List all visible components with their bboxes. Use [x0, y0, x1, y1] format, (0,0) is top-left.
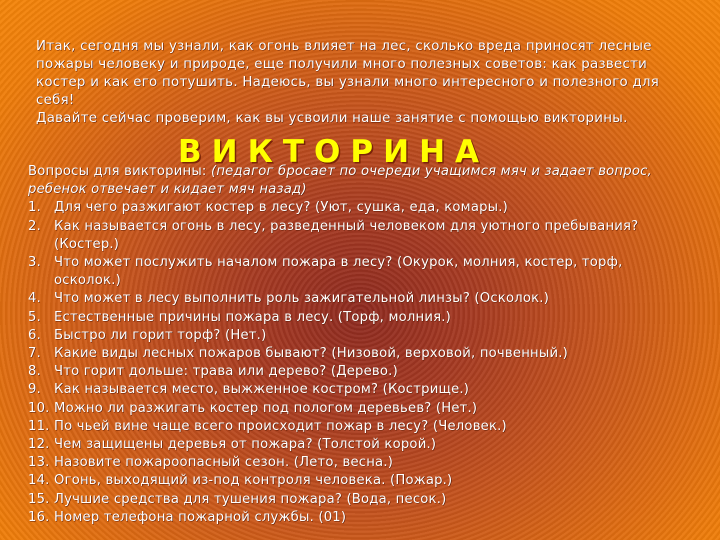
question-number: 15.: [28, 491, 50, 507]
question-number: 1.: [28, 200, 41, 216]
question-number: 13.: [28, 455, 50, 471]
question-text: По чьей вине чаще всего происходит пожар в лесу? (Человек.): [54, 418, 507, 434]
question-number: 11.: [28, 418, 50, 434]
question-text: Можно ли разжигать костер под пологом деревьев? (Нет.): [54, 400, 478, 416]
question-text: Естественные причины пожара в лесу. (Торф, молния.): [54, 309, 451, 325]
question-text: Назовите пожароопасный сезон. (Лето, весна.): [54, 455, 394, 471]
question-number: 3.: [28, 255, 41, 271]
question-text: Быстро ли горит торф? (Нет.): [54, 327, 267, 343]
quiz-title: ВИКТОРИНА: [178, 134, 490, 170]
question-item: [28, 254, 688, 290]
question-text: Номер телефона пожарной службы. (01): [54, 509, 347, 525]
questions-intro: [28, 163, 688, 199]
question-item: [28, 454, 688, 472]
question-number: 9.: [28, 382, 41, 398]
question-item: [28, 472, 688, 490]
question-number: 6.: [28, 327, 41, 343]
question-item: [28, 418, 688, 436]
question-item: [28, 436, 688, 454]
question-number: 12.: [28, 437, 50, 453]
question-number: 2.: [28, 218, 41, 234]
question-item: [28, 491, 688, 509]
question-item: [28, 345, 688, 363]
questions-block: [28, 163, 688, 527]
question-text: Огонь, выходящий из-под контроля человека. (Пожар.): [54, 473, 453, 489]
question-text: Чем защищены деревья от пожара? (Толстой корой.): [54, 437, 437, 453]
question-item: [28, 363, 688, 381]
question-item: [28, 327, 688, 345]
question-text: Что может в лесу выполнить роль зажигательной линзы? (Осколок.): [54, 291, 550, 307]
question-text: Какие виды лесных пожаров бывают? (Низовой, верховой, почвенный.): [54, 346, 568, 362]
question-number: 4.: [28, 291, 41, 307]
questions-intro-label: Вопросы для викторины:: [28, 164, 211, 179]
question-text: Лучшие средства для тушения пожара? (Вода, песок.): [54, 491, 447, 507]
intro-paragraph-2: Давайте сейчас проверим, как вы усвоили наше занятие с помощью викторины.: [36, 111, 628, 126]
question-number: 16.: [28, 509, 50, 525]
question-item: [28, 509, 688, 527]
intro-text: [36, 38, 686, 128]
question-item: [28, 218, 688, 254]
question-text: Для чего разжигают костер в лесу? (Уют, сушка, еда, комары.): [54, 200, 509, 216]
question-text: Как называется место, выжженное костром? (Кострище.): [54, 382, 470, 398]
question-number: 8.: [28, 364, 41, 380]
questions-intro-note: (педагог бросает по очереди учащимся мяч и задает вопрос, ребенок отвечает и кидает мяч назад): [28, 164, 652, 198]
intro-paragraph-1: Итак, сегодня мы узнали, как огонь влияет на лес, сколько вреда приносят лесные пожары человеку и природе, еще получили много полезных советов: как развести костер и как его потушить. Надеюсь, вы узнали много интересного и полезного для себя!: [36, 39, 660, 108]
question-text: Что может послужить началом пожара в лесу? (Окурок, молния, костер, торф, осколок.): [54, 255, 623, 289]
question-number: 10.: [28, 400, 50, 416]
question-number: 5.: [28, 309, 41, 325]
question-number: 7.: [28, 346, 41, 362]
question-item: [28, 290, 688, 308]
question-text: Что горит дольше: трава или дерево? (Дерево.): [54, 364, 398, 380]
question-item: [28, 381, 688, 399]
questions-list: [28, 199, 688, 527]
question-item: [28, 309, 688, 327]
question-item: [28, 199, 688, 217]
question-text: Как называется огонь в лесу, разведенный человеком для уютного пребывания? (Костер.): [54, 218, 639, 252]
question-item: [28, 400, 688, 418]
question-number: 14.: [28, 473, 50, 489]
